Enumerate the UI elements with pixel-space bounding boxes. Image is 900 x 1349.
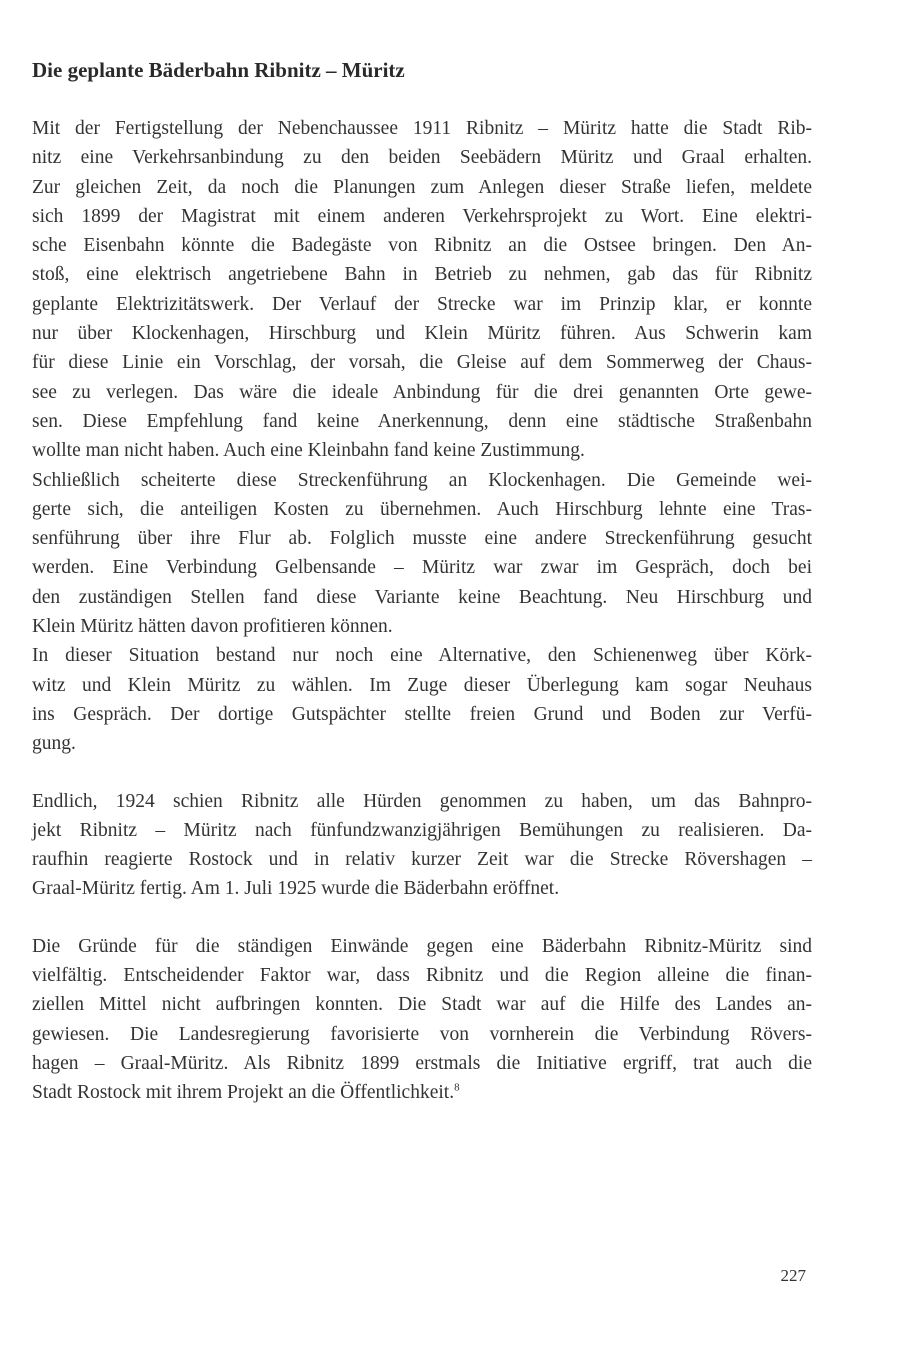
document-page [32,0,812,1349]
text-line: sich 1899 der Magistrat mit einem anderen Verkehrsprojekt zu Wort. Eine elektri- [32,205,812,227]
paragraph-1 [32,114,812,466]
text-line: stoß, eine elektrisch angetriebene Bahn in Betrieb zu nehmen, gab das für Ribnitz [32,264,812,286]
text-line [32,1078,812,1107]
paragraph-4 [32,787,812,904]
text-line: see zu verlegen. Das wäre die ideale Anbindung für die drei genannten Orte gewe- [32,381,812,403]
body-text [32,114,812,1108]
section-heading: Die geplante Bäderbahn Ribnitz – Müritz [32,58,405,82]
text-line: gerte sich, die anteiligen Kosten zu übernehmen. Auch Hirschburg lehnte eine Tras- [32,498,812,520]
text-line: Zur gleichen Zeit, da noch die Planungen zum Anlegen dieser Straße liefen, meldete [32,176,812,198]
page-number: 227 [780,1266,806,1285]
text-line: nur über Klockenhagen, Hirschburg und Klein Müritz führen. Aus Schwerin kam [32,323,812,345]
text-line: Endlich, 1924 schien Ribnitz alle Hürden genommen zu haben, um das Bahnpro- [32,790,812,812]
text-line-content: Stadt Rostock mit ihrem Projekt an die Öffentlichkeit. [32,1082,455,1104]
text-line: vielfältig. Entscheidender Faktor war, dass Ribnitz und die Region alleine die finan- [32,965,812,987]
text-line: Schließlich scheiterte diese Streckenführung an Klockenhagen. Die Gemeinde wei- [32,469,812,491]
text-line: witz und Klein Müritz zu wählen. Im Zuge dieser Überlegung kam sogar Neuhaus [32,674,812,696]
footnote-reference[interactable]: 8 [454,1081,460,1094]
text-line: senführung über ihre Flur ab. Folglich musste eine andere Streckenführung gesucht [32,528,812,550]
text-line: gewiesen. Die Landesregierung favorisierte von vornherein die Verbindung Rövers- [32,1023,812,1045]
text-line: ins Gespräch. Der dortige Gutspächter stellte freien Grund und Boden zur Verfü- [32,703,812,725]
text-line: Mit der Fertigstellung der Nebenchaussee 1911 Ribnitz – Müritz hatte die Stadt Rib- [32,118,812,139]
text-line: ziellen Mittel nicht aufbringen konnten. Die Stadt war auf die Hilfe des Landes an- [32,994,812,1016]
text-line: Klein Müritz hätten davon profitieren können. [32,616,393,638]
text-line: gung. [32,733,76,755]
text-line: nitz eine Verkehrsanbindung zu den beiden Seebädern Müritz und Graal erhalten. [32,147,812,169]
text-line: für diese Linie ein Vorschlag, der vorsah, die Gleise auf dem Sommerweg der Chaus- [32,352,812,374]
text-line: sche Eisenbahn könnte die Badegäste von Ribnitz an die Ostsee bringen. Den An- [32,235,812,257]
text-line: raufhin reagierte Rostock und in relativ kurzer Zeit war die Strecke Rövershagen – [32,849,812,871]
text-line: hagen – Graal-Müritz. Als Ribnitz 1899 erstmals die Initiative ergriff, trat auch die [32,1052,812,1074]
paragraph-5 [32,932,812,1108]
text-line: jekt Ribnitz – Müritz nach fünfundzwanzigjährigen Bemühungen zu realisieren. Da- [32,819,812,841]
text-line: Die Gründe für die ständigen Einwände gegen eine Bäderbahn Ribnitz-Müritz sind [32,935,812,957]
text-line: den zuständigen Stellen fand diese Variante keine Beachtung. Neu Hirschburg und [32,586,812,608]
text-line: geplante Elektrizitätswerk. Der Verlauf der Strecke war im Prinzip klar, er konnte [32,293,812,315]
paragraph-2 [32,466,812,642]
text-line: werden. Eine Verbindung Gelbensande – Müritz war zwar im Gespräch, doch bei [32,557,812,579]
text-line: sen. Diese Empfehlung fand keine Anerkennung, denn eine städtische Straßenbahn [32,410,812,432]
text-line: wollte man nicht haben. Auch eine Kleinbahn fand keine Zustimmung. [32,440,585,462]
text-line: Graal-Müritz fertig. Am 1. Juli 1925 wurde die Bäderbahn eröffnet. [32,878,560,900]
paragraph-3 [32,641,812,758]
text-line: In dieser Situation bestand nur noch eine Alternative, den Schienenweg über Körk- [32,645,812,667]
